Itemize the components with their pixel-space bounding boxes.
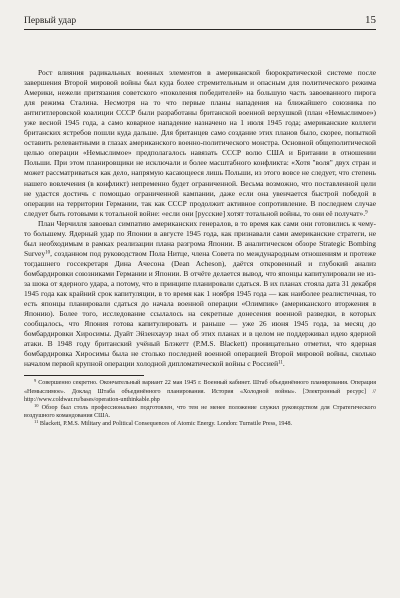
running-header — [24, 14, 376, 30]
footnote-9: $^9$ Совершенно секретно. Окончательный вариант 22 мая 1945 г. Военный кабинет. Штаб объединённого планирования. Операция «Немыслимое». Доклад Штаба объединённого планирования. История «Холодной войны». [Электронный ресурс] // http://www.coldwar.ru/bases/operation-unthinkable.php — [24, 378, 376, 403]
paragraph-1-text: Рост влияния радикальных военных элементов в американской бюрократической системе после завершения Второй мировой войны был куда более стремительным и опасным для политического режима Америки, нежели притязания советского «поколения победителей» на большую часть завоеванного пирога для режима Сталина. Несмотря на то что первые планы нападения на ближайшего союзника по антигитлеровской коалиции СССР были разработаны британской военной верхушкой (план «Немыслимое») уже весной 1945 года, а само коварное нападение назначено на 1 июля 1945 года; американские коллеги британских ястребов пошли куда дальше. Для британцев само создание этих планов было, скорее, попыткой оставить релевантными в глазах американского военно-политического монстра. Основной общеполитической целью операции «Немыслимое» предполагалось навязать СССР волю США и Британии в отношении Польши. При этом планировщики не исключали и более масштабного конфликта: «Хотя "воля" двух стран и может рассматриваться как дело, напрямую касающееся лишь Польши, из этого вовсе не следует, что степень нашего вовлечения (в конфликт) непременно будет ограниченной. Весьма возможно, что поставленной цели не удастся достичь с помощью ограниченной кампании, даже если она увенчается быстрой победой в операции на территории Германии, так как СССР продолжит активное сопротивление. В последнем случае следует быть готовыми к тотальной войне: «если они [русские] хотят тотальной войны, то они её получат». — [24, 68, 376, 218]
main-text — [24, 68, 376, 369]
footnote-11: $^{11}$ Blackett, P.M.S. Military and Political Consequences of Atomic Energy. London: Turnstile Press, 1948. — [34, 419, 293, 428]
paragraph-2 — [24, 219, 376, 370]
footnote-ref-11: 11 — [278, 360, 283, 366]
footnote-ref-9: 9 — [365, 210, 368, 216]
footnote-ref-10: 10 — [45, 250, 51, 256]
paragraph-2-text: План Черчилля завоевал симпатию американских генералов, в то время как сами они готовились к чему-то большему. Ядерный удар по Японии в августе 1945 года, как признавали сами американские стратеги, не был необходимым в рамках реализации плана разгрома Японии. В аналитическом обзоре Strategic Bombing Survey$^{10}$, созданном под руководством Пола Нитце, члена Совета по международным отношениям и протеже тогдашнего госсекретаря Дина Ачесона (Dean Acheson), даётся откровенный и глубокий анализ бомбардировки союзниками Германии и Японии. В отчёте делается вывод, что японцы капитулировали не из-за шока от ядерного удара, а потому, что в принципе планировали сдаться. В их планах стояла дата 31 декабря 1945 года как крайний срок капитуляции, в то время как 1 ноября 1945 года — как наиболее реалистичная, то есть японцы планировали сдаться до начала военной операции «Олимпик» (американского вторжения в Японию). Более того, исследование ссылалось на секретные донесения военной разведки, в которых сообщалось, что Япония готова капитулировать и раньше — уже 26 июня 1945 года, за месяц до бомбардировки Хиросимы. Дуайт Эйзенхауэр знал об этих планах и в целом не поддерживал идею ядерной атаки. В 1948 году британский учёный Блэкетт (P.M.S. Blackett) проницательно отметил, что ядерная бомбардировка Хиросимы была не столько последней военной операцией Второй мировой войны, сколько началом первой крупной операции холодной дипломатической войны с Россией — [24, 218, 376, 369]
paragraph-2-period: . — [282, 359, 285, 369]
footnote-rule — [24, 375, 144, 376]
chapter-title: Первый удар — [24, 16, 77, 26]
paragraph-1 — [24, 68, 376, 219]
footnotes — [24, 379, 376, 428]
page-number: 15 — [365, 14, 376, 26]
footnote-10: $^{10}$ Обзор был столь профессионально подготовлен, что тем не менее положение служил руководством для Стратегического воздушного командования США. — [24, 403, 376, 420]
